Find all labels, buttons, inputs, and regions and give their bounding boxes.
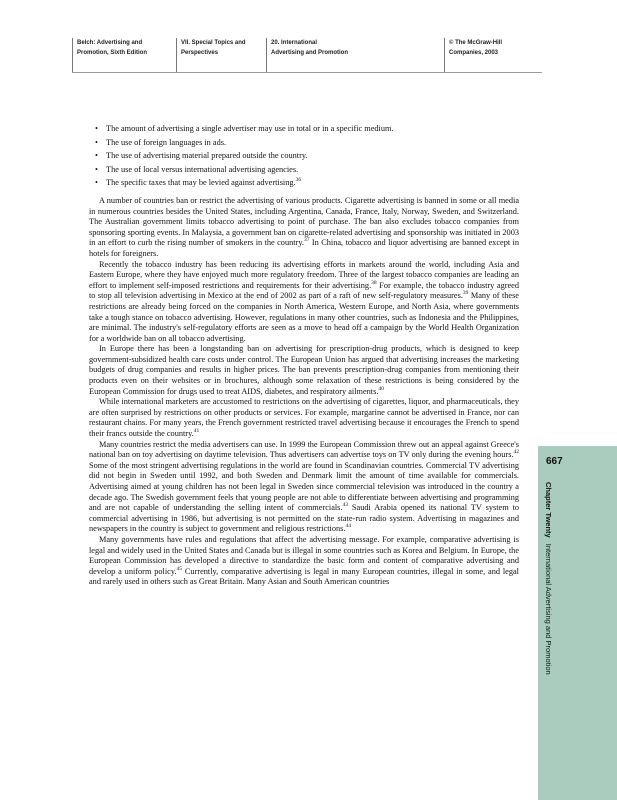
footnote-ref: 38 xyxy=(371,279,377,286)
paragraph: Many countries restrict the media advertisers can use. In 1999 the European Commission threw out an appeal against Greece's national ban on toy advertising on daytime television. Thus advertisers can advertise toys on TV only during the evening hours.$^{42}$ Some of the most stringent advertising regulations in the world are found in Scandinavian countries. Commercial TV advertising did not begin in Sweden until 1992, and both Sweden and Denmark limit the amount of time available for commercials. Advertising aimed at young children has not been legal in Sweden since commercial television was introduced in the country a decade ago. The Swedish government feels that young people are not able to differentiate between advertising and programming and are not capable of understanding the selling intent of commercials.$^{43}$ Saudi Arabia opened its national TV system to commercial advertising in 1986, but advertising is not permitted on the state-run radio system. Advertising in magazines and newspapers in the country is subject to government and religious restrictions.$^{44}$ xyxy=(89,439,519,534)
bullet-item: • The specific taxes that may be levied against advertising.$^{36}$ xyxy=(95,177,302,188)
bullet-list xyxy=(89,124,519,189)
footnote-ref: 45 xyxy=(176,565,183,572)
footnote-ref: 43 xyxy=(342,502,348,509)
chapter-tab xyxy=(538,446,617,800)
footnote-ref: 40 xyxy=(378,385,384,392)
chapter-title: International Advertising and Promotion xyxy=(544,543,553,675)
footnote-ref: 39 xyxy=(462,290,469,297)
paragraph: In Europe there has been a longstanding ban on advertising for prescription-drug products, which is designed to keep government-subsidized health care costs under control. The European Union has argued that advertising increases the marketing budgets of drug companies and results in higher prices. The ban prevents prescription-drug companies from mentioning their products even on their websites or in brochures, although some relaxation of these restrictions is being considered by the European Commission for drugs used to treat AIDS, diabetes, and respiratory ailments.$^{40}$ xyxy=(89,344,519,396)
paragraph: Recently the tobacco industry has been reducing its advertising efforts in markets around the world, including Asia and Eastern Europe, where they have enjoyed much more regulatory freedom. Three of the largest tobacco companies are leading an effort to implement self-imposed restrictions and requirements for their advertising.$^{38}$ For example, the tobacco industry agreed to stop all television advertising in Mexico at the end of 2002 as part of a raft of new self-regulatory measures.$^{39}$ Many of these restrictions are already being forced on the companies in North America, Western Europe, and North Asia, where governments take a tough stance on tobacco advertising. However, regulations in many other countries, such as Indonesia and the Philippines, are minimal. The industry's self-regulatory efforts are seen as a move to head off a campaign by the World Health Organization for a worldwide ban on all tobacco advertising. xyxy=(89,259,519,343)
header-rule xyxy=(72,72,542,73)
footnote-ref: 42 xyxy=(513,449,519,456)
footnote-ref: 37 xyxy=(304,237,310,244)
paragraph: A number of countries ban or restrict the advertising of various products. Cigarette advertising is banned in some or all media in numerous countries besides the United States, including Argentina, Canada, France, Italy, Norway, Sweden, and Switzerland. The Australian government limits tobacco advertising to point of purchase. The ban also excludes tobacco companies from sponsoring sporting events. In Malaysia, a government ban on cigarette-related advertising and sponsorship was initiated in 2003 in an effort to curb the rising number of smokers in the country.$^{37}$ In China, tobacco and liquor advertising are banned except in hotels for foreigners. xyxy=(89,195,520,258)
bullet-item: • The use of advertising material prepared outside the country. xyxy=(95,151,308,161)
header-chapter-info: 20. International Advertising and Promotion xyxy=(266,38,348,72)
bullet-icon: • xyxy=(95,124,98,133)
bullet-item: • The amount of advertising a single advertiser may use in total or in a specific medium. xyxy=(95,124,394,133)
bullet-item: • The use of local versus international advertising agencies. xyxy=(95,164,299,174)
body-text xyxy=(89,124,519,588)
paragraphs xyxy=(89,196,519,588)
bullet-icon: • xyxy=(95,178,98,188)
footnote-ref: 41 xyxy=(193,428,200,435)
bullet-icon: • xyxy=(95,137,98,147)
paragraph: While international marketers are accustomed to restrictions on the advertising of cigarettes, liquor, and pharmaceuticals, they are often surprised by restrictions on other products or services. For example, margarine cannot be advertised in France, nor can restaurant chains. For many years, the French government restricted travel advertising because it encourages the French to spend their francs outside the country.$^{41}$ xyxy=(89,397,519,439)
footnote-ref: 36 xyxy=(295,177,302,184)
chapter-title-vertical xyxy=(544,482,553,675)
running-header xyxy=(72,38,542,72)
footnote-ref: 44 xyxy=(345,523,351,530)
paragraph: Many governments have rules and regulations that affect the advertising message. For example, comparative advertising is legal and widely used in the United States and Canada but is illegal in some countries such as Korea and Belgium. In Europe, the European Commission has developed a directive to standardize the basic form and content of comparative advertising and develop a uniform policy.$^{45}$ Currently, comparative advertising is legal in many European countries, illegal in some, and legal and rarely used in others such as Great Britain. Many Asian and South American countries xyxy=(89,534,519,587)
header-part-info: VII. Special Topics and Perspectives xyxy=(176,38,246,72)
bullet-item: • The use of foreign languages in ads. xyxy=(95,137,227,147)
chapter-label: Chapter Twenty xyxy=(544,482,553,538)
header-publisher-info: © The McGraw-Hill Companies, 2003 xyxy=(444,38,502,72)
bullet-icon: • xyxy=(95,151,98,161)
bullet-icon: • xyxy=(95,164,98,174)
page-number: 667 xyxy=(546,456,563,467)
header-book-info: Belch: Advertising and Promotion, Sixth Edition xyxy=(72,38,147,72)
